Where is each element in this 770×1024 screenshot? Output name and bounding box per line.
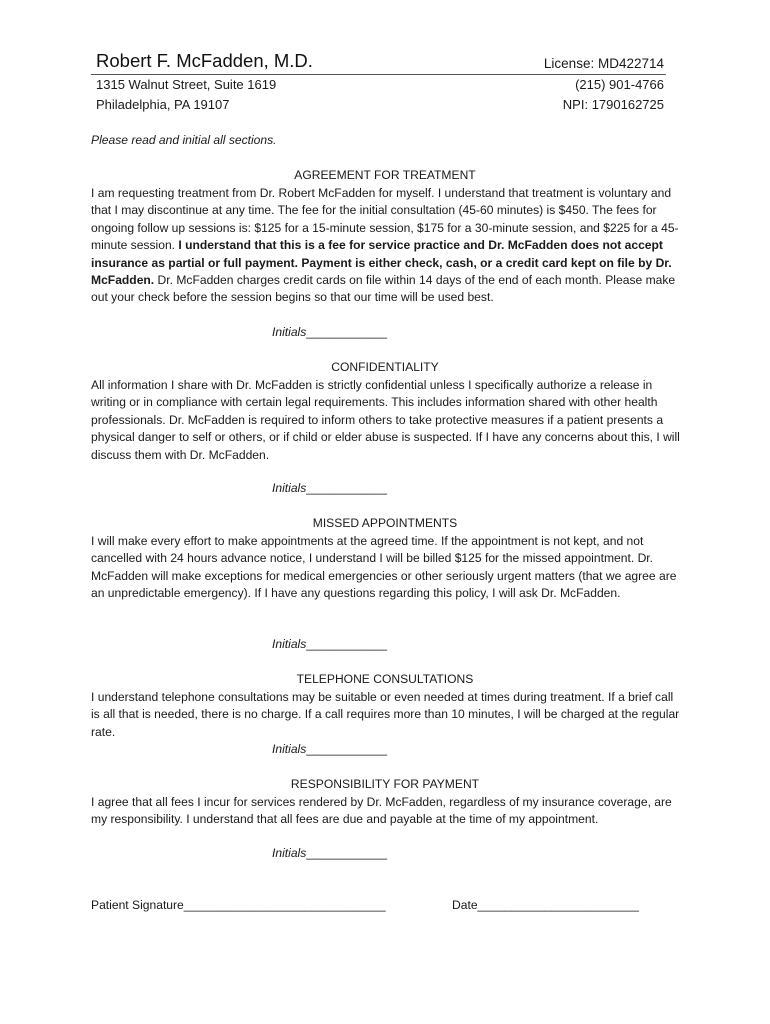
- date-blank: ________________________: [477, 898, 639, 912]
- initials-blank: ____________: [306, 846, 387, 860]
- initials-field-missed-appointments[interactable]: [272, 637, 387, 651]
- section-text-payment: I agree that all fees I incur for services rendered by Dr. McFadden, regardless of my insurance coverage, are my responsibility. I understand that all fees are due and payable at the time of my appointment.: [91, 795, 672, 827]
- address-line-1: 1315 Walnut Street, Suite 1619: [96, 77, 277, 92]
- agreement-text-bold: I understand that this is a fee for service practice and Dr. McFadden does not accept insurance as partial or full payment. Payment is either check, cash, or a credit card kept on file by Dr. McFadden.: [91, 238, 672, 288]
- section-text-telephone: I understand telephone consultations may be suitable or even needed at times during treatment. If a brief call is all that is needed, there is no charge. If a call requires more than 10 minutes, I will be charged at the regular rate.: [91, 690, 680, 739]
- patient-signature-blank: ______________________________: [183, 898, 386, 912]
- intro-instruction: Please read and initial all sections.: [91, 133, 277, 147]
- initials-blank: ____________: [306, 325, 387, 339]
- section-title-missed-appointments: MISSED APPOINTMENTS: [312, 516, 458, 530]
- date-label: Date: [452, 898, 478, 912]
- patient-signature-label: Patient Signature: [91, 898, 184, 912]
- initials-field-telephone[interactable]: [272, 742, 387, 756]
- initials-label: Initials: [272, 637, 307, 651]
- phone-number: (215) 901-4766: [575, 77, 664, 92]
- section-title-telephone: TELEPHONE CONSULTATIONS: [296, 672, 474, 686]
- initials-label: Initials: [272, 325, 307, 339]
- practitioner-name: Robert F. McFadden, M.D.: [96, 50, 313, 71]
- initials-blank: ____________: [306, 637, 387, 651]
- initials-field-payment[interactable]: [272, 846, 387, 860]
- section-text-confidentiality: All information I share with Dr. McFadden is strictly confidential unless I specifically authorize a release in writing or in compliance with certain legal requirements. This includes information shared with other health professionals. Dr. McFadden is required to inform others to take protective measures if a patient presents a physical danger to self or others, or if child or elder abuse is suspected. If I have any concerns about this, I will discuss them with Dr. McFadden.: [91, 378, 680, 462]
- initials-blank: ____________: [306, 481, 387, 495]
- section-title-agreement: AGREEMENT FOR TREATMENT: [294, 168, 476, 182]
- initials-label: Initials: [272, 481, 307, 495]
- date-field[interactable]: [452, 898, 639, 912]
- npi-number: NPI: 1790162725: [562, 97, 664, 112]
- initials-field-confidentiality[interactable]: [272, 481, 387, 495]
- address-line-2: Philadelphia, PA 19107: [96, 97, 230, 112]
- initials-label: Initials: [272, 846, 307, 860]
- section-text-agreement: [91, 185, 681, 307]
- initials-blank: ____________: [306, 742, 387, 756]
- header-divider: [91, 74, 666, 75]
- initials-field-agreement[interactable]: [272, 325, 387, 339]
- agreement-text-part-2: Dr. McFadden charges credit cards on file within 14 days of the end of each month. Please make out your check before the session begins so that our time will be used best.: [91, 273, 676, 305]
- license-number: License: MD422714: [543, 56, 664, 71]
- section-title-payment: RESPONSIBILITY FOR PAYMENT: [290, 777, 480, 791]
- agreement-text-part-1: I am requesting treatment from Dr. Robert McFadden for myself. I understand that treatment is voluntary and that I may discontinue at any time. The fee for the initial consultation (45-60 minutes) is $450. The fees for ongoing follow up sessions is: $125 for a 15-minute session, $175 for a 30-minute session, and $225 for a 45-minute session.: [91, 186, 679, 253]
- initials-label: Initials: [272, 742, 307, 756]
- section-title-confidentiality: CONFIDENTIALITY: [331, 360, 439, 374]
- patient-signature-field[interactable]: [91, 898, 386, 912]
- section-text-missed-appointments: I will make every effort to make appointments at the agreed time. If the appointment is not kept, and not cancelled with 24 hours advance notice, I understand I will be billed $125 for the missed appointment. Dr. McFadden will make exceptions for medical emergencies or other seriously urgent matters (that we agree are an unpredictable emergency). If I have any questions regarding this policy, I will ask Dr. McFadden.: [91, 534, 677, 601]
